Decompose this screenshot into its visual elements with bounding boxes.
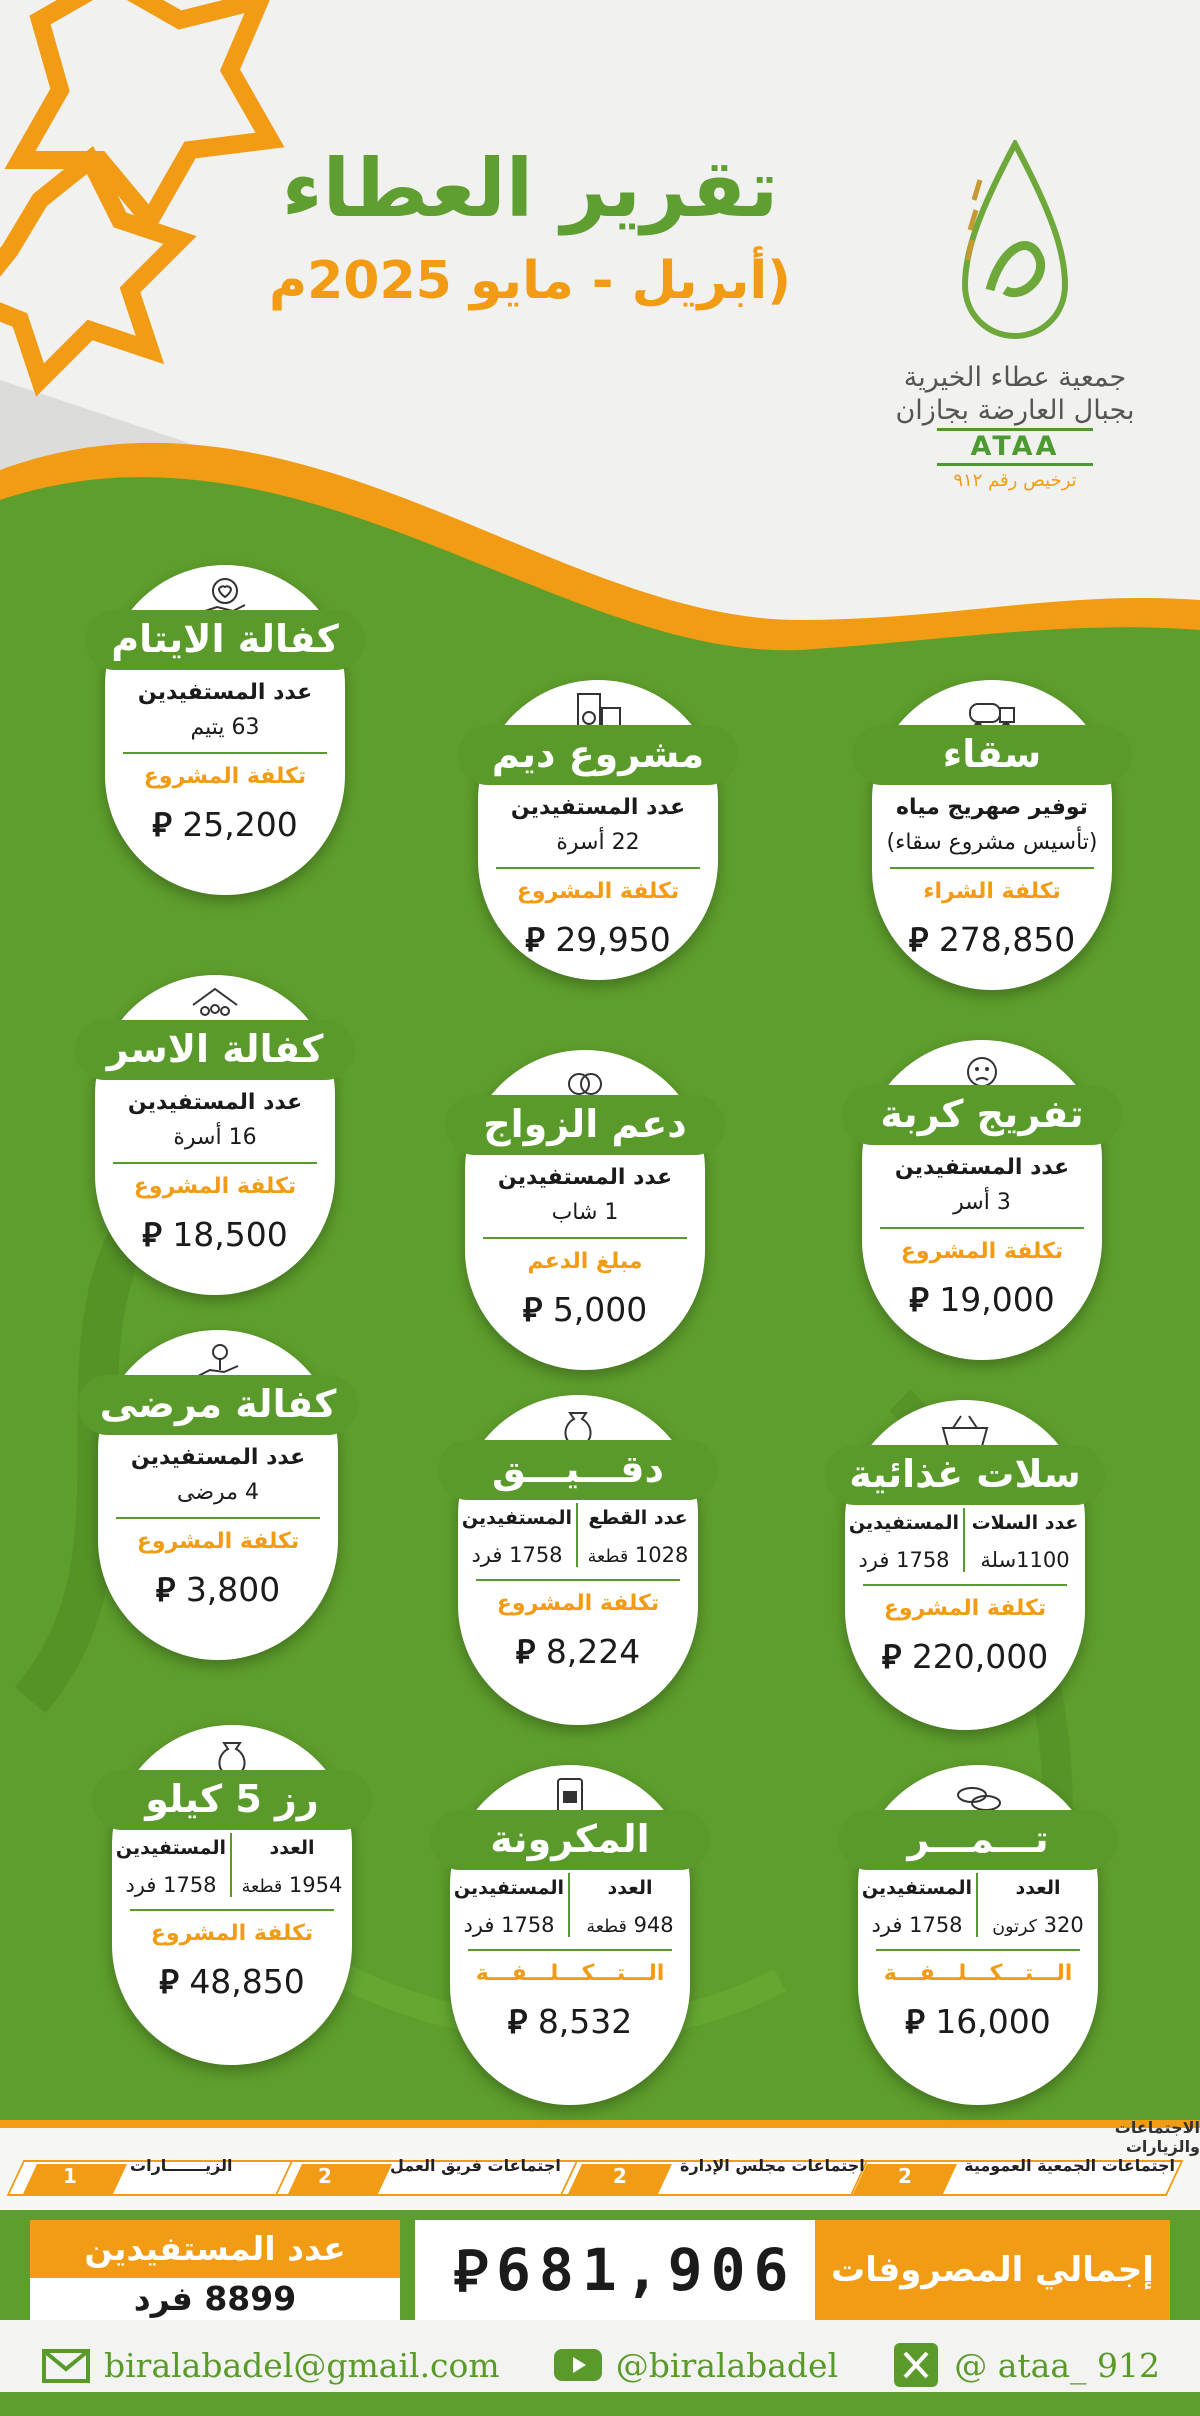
total-expenses-value: ⃁ 681,906 [415,2220,815,2320]
divider [123,752,327,754]
meeting-label: اجتماعات فريق العمل [390,2156,561,2175]
drop-logo-icon [960,140,1070,340]
card-families-sponsorship [95,975,335,1295]
beneficiaries-column [858,1873,978,1937]
divider [863,1584,1067,1586]
beneficiaries-value: 1758 فرد [471,1543,563,1567]
logo-license: ترخيص رقم ٩١٢ [953,470,1077,492]
card-title: دقـــيـــق [438,1440,718,1500]
riyal-icon: ⃁ [142,1215,162,1254]
count-header: العدد [607,1877,653,1899]
meeting-label: اجتماعات مجلس الإدارة [680,2156,865,2175]
meeting-label: الزيـــــــارات [130,2156,233,2175]
cost-label: مبلغ الدعم [527,1249,643,1274]
beneficiaries-value: 63 يتيم [190,715,260,740]
beneficiaries-value: 16 أسرة [173,1125,257,1150]
association-logo [890,140,1140,490]
email-address: biralabadel@gmail.com [104,2345,500,2385]
cost-value: 5,000 ⃁ [522,1290,648,1329]
card-title: دعم الزواج [445,1095,725,1155]
count-header: عدد القطع [588,1507,688,1529]
total-beneficiaries-label: عدد المستفيدين [30,2220,400,2278]
email-icon [40,2339,92,2391]
divider [116,1517,320,1519]
cost-label: تكلفة المشروع [516,879,680,904]
card-food-baskets [845,1400,1085,1730]
cost-value: 16,000 ⃁ [905,2002,1051,2041]
cost-label: الـــتـــكـــلـــفـــة [475,1961,665,1986]
data-table [112,1833,352,1897]
report-period: (أبريل - مايو 2025م [268,251,791,311]
count-column [232,1833,352,1897]
card-label: توفير صهريج مياه [896,795,1088,820]
cost-label: تكلفة المشروع [900,1239,1064,1264]
data-table [858,1873,1098,1937]
beneficiaries-value: 1758 فرد [125,1873,217,1897]
card-title: تـــمـــر [838,1810,1118,1870]
riyal-icon: ⃁ [525,920,545,959]
card-relief [862,1040,1102,1360]
count-value: 1100سلة [980,1548,1070,1572]
riyal-icon: ⃁ [155,1570,176,1609]
beneficiaries-header: المستفيدين [861,1877,972,1899]
riyal-icon: ⃁ [881,1637,902,1676]
beneficiaries-label: عدد المستفيدين [127,1090,303,1115]
beneficiaries-label: عدد المستفيدين [510,795,686,820]
count-header: العدد [1015,1877,1061,1899]
card-dates [858,1765,1098,2105]
beneficiaries-value: 1758 فرد [463,1913,555,1937]
meeting-count: 2 [318,2164,332,2188]
divider [483,1237,687,1239]
card-title: المكرونة [430,1810,710,1870]
card-title: مشروع ديم [458,725,738,785]
cost-value: 48,850 ⃁ [159,1962,305,2001]
divider [468,1949,672,1951]
beneficiaries-column [845,1508,965,1572]
cost-value: 29,950 ⃁ [525,920,671,959]
meeting-label: اجتماعات الجمعية العمومية [964,2156,1175,2175]
divider [876,1949,1080,1951]
total-beneficiaries [30,2220,400,2320]
beneficiaries-value: 1758 فرد [871,1913,963,1937]
card-flour [458,1395,698,1725]
riyal-icon: ⃁ [908,920,929,959]
youtube-icon [552,2339,604,2391]
cost-value: 25,200 ⃁ [152,805,298,844]
card-title: تفريج كربة [842,1085,1122,1145]
count-value: 320 كرتون [992,1913,1084,1937]
logo-line-2: بجبال العارضة بجازان [895,395,1135,426]
meeting-count: 2 [613,2164,627,2188]
cost-value: 8,532 ⃁ [507,2002,633,2041]
beneficiaries-value: 3 أسر [953,1190,1011,1215]
logo-line-1: جمعية عطاء الخيرية [903,362,1127,393]
card-orphans-sponsorship [105,565,345,895]
riyal-icon: ⃁ [909,1280,929,1319]
card-dim-project [478,680,718,980]
divider [496,867,700,869]
card-macaroni [450,1765,690,2105]
beneficiaries-column [450,1873,570,1937]
beneficiaries-column [112,1833,232,1897]
beneficiaries-header: المستفيدين [453,1877,564,1899]
riyal-icon: ⃁ [905,2002,925,2041]
card-saqaa [872,680,1112,990]
logo-line-3: ATAA [937,428,1094,466]
beneficiaries-header: المستفيدين [115,1837,226,1859]
divider [880,1227,1084,1229]
x-twitter-icon [890,2339,942,2391]
count-value: 1954 قطعة [241,1873,343,1897]
beneficiaries-value: 1758 فرد [858,1548,950,1572]
card-value: (تأسيس مشروع سقاء) [886,830,1098,855]
beneficiaries-column [458,1503,578,1567]
riyal-icon: ⃁ [522,1290,543,1329]
twitter-contact[interactable] [890,2339,1160,2391]
divider [130,1909,334,1911]
email-contact[interactable] [40,2339,500,2391]
twitter-handle: @ ataa_ 912 [954,2345,1160,2385]
beneficiaries-value: 1 شاب [551,1200,619,1225]
card-title: كفالة مرضى [78,1375,358,1435]
youtube-contact[interactable] [552,2339,838,2391]
riyal-icon: ⃁ [159,1962,179,2001]
beneficiaries-header: المستفيدين [848,1512,959,1534]
cost-label: تكلفة المشروع [883,1596,1047,1621]
divider [113,1162,317,1164]
count-column [978,1873,1098,1937]
count-value: 1028 قطعة [587,1543,689,1567]
cost-label: تكلفة المشروع [133,1174,297,1199]
data-table [450,1873,690,1937]
meetings-row [0,2150,1200,2200]
cost-label: الـــتـــكـــلـــفـــة [883,1961,1073,1986]
divider [476,1579,680,1581]
cost-value: 278,850 ⃁ [908,920,1076,959]
card-title: كفالة الاسر [75,1020,355,1080]
youtube-handle: @biralabadel [615,2345,839,2385]
riyal-icon: ⃁ [152,805,172,844]
meeting-count: 1 [63,2164,77,2188]
beneficiaries-label: عدد المستفيدين [894,1155,1070,1180]
card-title: سلات غذائية [825,1445,1105,1505]
cost-label: تكلفة الشراء [923,879,1061,904]
riyal-icon: ⃁ [507,2002,528,2041]
cost-value: 220,000 ⃁ [881,1637,1049,1676]
cost-value: 3,800 ⃁ [155,1570,281,1609]
beneficiaries-label: عدد المستفيدين [130,1445,306,1470]
beneficiaries-header: المستفيدين [461,1507,572,1529]
count-value: 948 قطعة [586,1913,674,1937]
card-title: سقاء [852,725,1132,785]
divider [890,867,1094,869]
beneficiaries-value: 22 أسرة [556,830,640,855]
beneficiaries-label: عدد المستفيدين [497,1165,673,1190]
card-rice [112,1725,352,2065]
cost-label: تكلفة المشروع [143,764,307,789]
card-patients-sponsorship [98,1330,338,1660]
meetings-heading: الاجتماعات والزيارات [1114,2118,1200,2156]
card-title: كفالة الايتام [85,610,365,670]
report-title: تقرير العطاء [281,142,779,235]
cost-label: تكلفة المشروع [496,1591,660,1616]
riyal-icon: ⃁ [453,2236,496,2305]
contact-footer [0,2330,1200,2400]
count-column [578,1503,698,1567]
beneficiaries-value: 4 مرضى [177,1480,259,1505]
count-column [570,1873,690,1937]
count-column [965,1508,1085,1572]
cost-label: تكلفة المشروع [136,1529,300,1554]
data-table [458,1503,698,1567]
cost-label: تكلفة المشروع [150,1921,314,1946]
beneficiaries-label: عدد المستفيدين [137,680,313,705]
riyal-icon: ⃁ [515,1632,536,1671]
total-expenses-label: إجمالي المصروفات [815,2220,1170,2320]
count-header: عدد السلات [971,1512,1079,1534]
data-table [845,1508,1085,1572]
card-title: رز 5 كيلو [92,1770,372,1830]
count-header: العدد [269,1837,315,1859]
total-beneficiaries-value: 8899 فرد [30,2278,400,2320]
meeting-count: 2 [898,2164,912,2188]
card-marriage-support [465,1050,705,1370]
cost-value: 19,000 ⃁ [909,1280,1055,1319]
cost-value: 18,500 ⃁ [142,1215,288,1254]
cost-value: 8,224 ⃁ [515,1632,641,1671]
report-title-block [240,142,820,311]
